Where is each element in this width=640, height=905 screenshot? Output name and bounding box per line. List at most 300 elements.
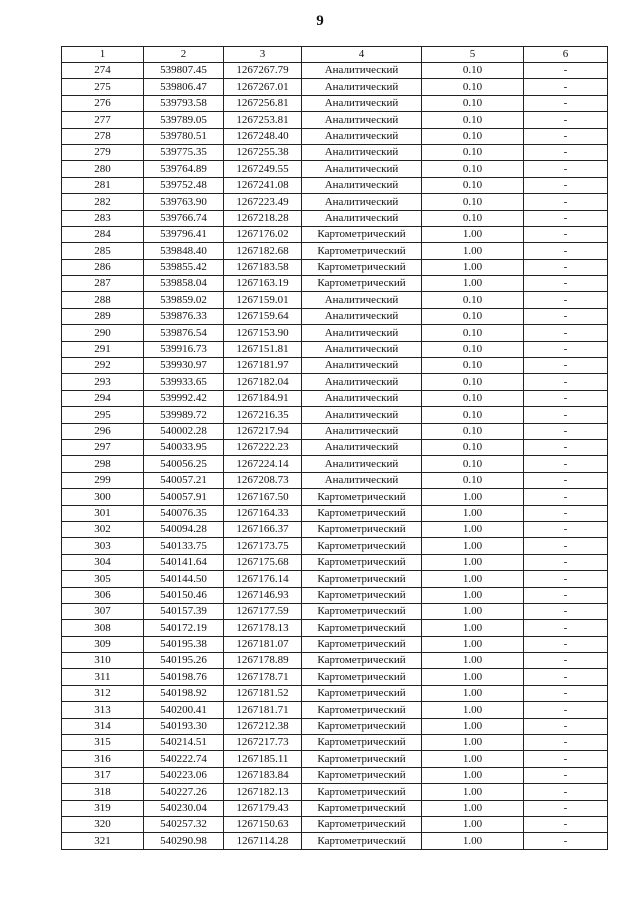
table-row <box>62 439 608 455</box>
description-cell: - <box>524 833 608 849</box>
point-number-cell: 294 <box>62 390 144 406</box>
column-header: 3 <box>224 47 302 63</box>
x-coordinate-cell: 539992.42 <box>144 390 224 406</box>
table-row <box>62 767 608 783</box>
accuracy-cell: 1.00 <box>422 800 524 816</box>
method-cell: Аналитический <box>302 161 422 177</box>
y-coordinate-cell: 1267183.58 <box>224 259 302 275</box>
x-coordinate-cell: 540157.39 <box>144 603 224 619</box>
point-number-cell: 292 <box>62 358 144 374</box>
table-row <box>62 210 608 226</box>
y-coordinate-cell: 1267175.68 <box>224 554 302 570</box>
point-number-cell: 274 <box>62 63 144 79</box>
accuracy-cell: 1.00 <box>422 669 524 685</box>
y-coordinate-cell: 1267179.43 <box>224 800 302 816</box>
table-row <box>62 325 608 341</box>
accuracy-cell: 1.00 <box>422 554 524 570</box>
accuracy-cell: 1.00 <box>422 259 524 275</box>
column-header: 1 <box>62 47 144 63</box>
x-coordinate-cell: 539859.02 <box>144 292 224 308</box>
table-row <box>62 718 608 734</box>
table-row <box>62 341 608 357</box>
y-coordinate-cell: 1267267.01 <box>224 79 302 95</box>
point-number-cell: 315 <box>62 735 144 751</box>
table-row <box>62 374 608 390</box>
table-row <box>62 95 608 111</box>
accuracy-cell: 1.00 <box>422 816 524 832</box>
table-row <box>62 538 608 554</box>
x-coordinate-cell: 539780.51 <box>144 128 224 144</box>
point-number-cell: 304 <box>62 554 144 570</box>
description-cell: - <box>524 390 608 406</box>
y-coordinate-cell: 1267218.28 <box>224 210 302 226</box>
method-cell: Картометрический <box>302 554 422 570</box>
method-cell: Аналитический <box>302 210 422 226</box>
accuracy-cell: 0.10 <box>422 308 524 324</box>
point-number-cell: 316 <box>62 751 144 767</box>
y-coordinate-cell: 1267253.81 <box>224 112 302 128</box>
x-coordinate-cell: 539789.05 <box>144 112 224 128</box>
accuracy-cell: 0.10 <box>422 79 524 95</box>
accuracy-cell: 1.00 <box>422 653 524 669</box>
y-coordinate-cell: 1267167.50 <box>224 489 302 505</box>
method-cell: Аналитический <box>302 112 422 128</box>
y-coordinate-cell: 1267114.28 <box>224 833 302 849</box>
x-coordinate-cell: 539796.41 <box>144 226 224 242</box>
table-row <box>62 423 608 439</box>
x-coordinate-cell: 540230.04 <box>144 800 224 816</box>
method-cell: Картометрический <box>302 521 422 537</box>
description-cell: - <box>524 325 608 341</box>
y-coordinate-cell: 1267249.55 <box>224 161 302 177</box>
accuracy-cell: 0.10 <box>422 95 524 111</box>
table-row <box>62 735 608 751</box>
table-row <box>62 800 608 816</box>
table-row <box>62 571 608 587</box>
description-cell: - <box>524 702 608 718</box>
method-cell: Аналитический <box>302 325 422 341</box>
y-coordinate-cell: 1267181.71 <box>224 702 302 718</box>
method-cell: Аналитический <box>302 79 422 95</box>
description-cell: - <box>524 554 608 570</box>
x-coordinate-cell: 539916.73 <box>144 341 224 357</box>
accuracy-cell: 0.10 <box>422 423 524 439</box>
y-coordinate-cell: 1267178.13 <box>224 620 302 636</box>
x-coordinate-cell: 539764.89 <box>144 161 224 177</box>
point-number-cell: 303 <box>62 538 144 554</box>
description-cell: - <box>524 407 608 423</box>
description-cell: - <box>524 128 608 144</box>
point-number-cell: 284 <box>62 226 144 242</box>
accuracy-cell: 0.10 <box>422 210 524 226</box>
point-number-cell: 313 <box>62 702 144 718</box>
method-cell: Аналитический <box>302 472 422 488</box>
x-coordinate-cell: 539806.47 <box>144 79 224 95</box>
y-coordinate-cell: 1267166.37 <box>224 521 302 537</box>
point-number-cell: 276 <box>62 95 144 111</box>
x-coordinate-cell: 539858.04 <box>144 276 224 292</box>
accuracy-cell: 0.10 <box>422 390 524 406</box>
column-header: 4 <box>302 47 422 63</box>
x-coordinate-cell: 540056.25 <box>144 456 224 472</box>
x-coordinate-cell: 540033.95 <box>144 439 224 455</box>
description-cell: - <box>524 685 608 701</box>
x-coordinate-cell: 540227.26 <box>144 784 224 800</box>
x-coordinate-cell: 539876.33 <box>144 308 224 324</box>
accuracy-cell: 1.00 <box>422 784 524 800</box>
accuracy-cell: 1.00 <box>422 833 524 849</box>
x-coordinate-cell: 540222.74 <box>144 751 224 767</box>
point-number-cell: 290 <box>62 325 144 341</box>
table-row <box>62 587 608 603</box>
method-cell: Картометрический <box>302 735 422 751</box>
point-number-cell: 309 <box>62 636 144 652</box>
table-row <box>62 243 608 259</box>
point-number-cell: 301 <box>62 505 144 521</box>
table-row <box>62 144 608 160</box>
accuracy-cell: 1.00 <box>422 620 524 636</box>
x-coordinate-cell: 539989.72 <box>144 407 224 423</box>
method-cell: Аналитический <box>302 177 422 193</box>
y-coordinate-cell: 1267176.14 <box>224 571 302 587</box>
method-cell: Аналитический <box>302 358 422 374</box>
x-coordinate-cell: 540193.30 <box>144 718 224 734</box>
y-coordinate-cell: 1267146.93 <box>224 587 302 603</box>
point-number-cell: 286 <box>62 259 144 275</box>
method-cell: Аналитический <box>302 439 422 455</box>
method-cell: Аналитический <box>302 128 422 144</box>
method-cell: Аналитический <box>302 292 422 308</box>
description-cell: - <box>524 505 608 521</box>
table-row <box>62 259 608 275</box>
description-cell: - <box>524 308 608 324</box>
accuracy-cell: 1.00 <box>422 243 524 259</box>
y-coordinate-cell: 1267153.90 <box>224 325 302 341</box>
y-coordinate-cell: 1267151.81 <box>224 341 302 357</box>
method-cell: Картометрический <box>302 784 422 800</box>
accuracy-cell: 1.00 <box>422 718 524 734</box>
y-coordinate-cell: 1267178.89 <box>224 653 302 669</box>
accuracy-cell: 1.00 <box>422 587 524 603</box>
method-cell: Аналитический <box>302 456 422 472</box>
table-header-row <box>62 47 608 63</box>
y-coordinate-cell: 1267256.81 <box>224 95 302 111</box>
description-cell: - <box>524 767 608 783</box>
y-coordinate-cell: 1267222.23 <box>224 439 302 455</box>
table-row <box>62 292 608 308</box>
method-cell: Аналитический <box>302 374 422 390</box>
description-cell: - <box>524 63 608 79</box>
y-coordinate-cell: 1267255.38 <box>224 144 302 160</box>
description-cell: - <box>524 243 608 259</box>
table-row <box>62 751 608 767</box>
method-cell: Картометрический <box>302 538 422 554</box>
column-header: 2 <box>144 47 224 63</box>
description-cell: - <box>524 751 608 767</box>
method-cell: Картометрический <box>302 800 422 816</box>
description-cell: - <box>524 423 608 439</box>
accuracy-cell: 0.10 <box>422 407 524 423</box>
point-number-cell: 285 <box>62 243 144 259</box>
point-number-cell: 278 <box>62 128 144 144</box>
x-coordinate-cell: 540144.50 <box>144 571 224 587</box>
point-number-cell: 293 <box>62 374 144 390</box>
x-coordinate-cell: 539848.40 <box>144 243 224 259</box>
y-coordinate-cell: 1267178.71 <box>224 669 302 685</box>
description-cell: - <box>524 144 608 160</box>
description-cell: - <box>524 521 608 537</box>
y-coordinate-cell: 1267208.73 <box>224 472 302 488</box>
y-coordinate-cell: 1267159.01 <box>224 292 302 308</box>
y-coordinate-cell: 1267185.11 <box>224 751 302 767</box>
method-cell: Картометрический <box>302 571 422 587</box>
description-cell: - <box>524 636 608 652</box>
y-coordinate-cell: 1267181.52 <box>224 685 302 701</box>
table-row <box>62 276 608 292</box>
x-coordinate-cell: 540195.26 <box>144 653 224 669</box>
x-coordinate-cell: 540223.06 <box>144 767 224 783</box>
y-coordinate-cell: 1267181.07 <box>224 636 302 652</box>
y-coordinate-cell: 1267267.79 <box>224 63 302 79</box>
x-coordinate-cell: 539933.65 <box>144 374 224 390</box>
x-coordinate-cell: 540076.35 <box>144 505 224 521</box>
table-row <box>62 505 608 521</box>
accuracy-cell: 0.10 <box>422 439 524 455</box>
point-number-cell: 307 <box>62 603 144 619</box>
point-number-cell: 287 <box>62 276 144 292</box>
table-row <box>62 685 608 701</box>
table-row <box>62 521 608 537</box>
page-number: 9 <box>316 13 324 29</box>
y-coordinate-cell: 1267223.49 <box>224 194 302 210</box>
accuracy-cell: 1.00 <box>422 603 524 619</box>
accuracy-cell: 0.10 <box>422 194 524 210</box>
point-number-cell: 306 <box>62 587 144 603</box>
point-number-cell: 275 <box>62 79 144 95</box>
accuracy-cell: 0.10 <box>422 358 524 374</box>
method-cell: Картометрический <box>302 669 422 685</box>
y-coordinate-cell: 1267150.63 <box>224 816 302 832</box>
description-cell: - <box>524 95 608 111</box>
table-row <box>62 308 608 324</box>
y-coordinate-cell: 1267164.33 <box>224 505 302 521</box>
x-coordinate-cell: 540172.19 <box>144 620 224 636</box>
x-coordinate-cell: 540057.91 <box>144 489 224 505</box>
point-number-cell: 305 <box>62 571 144 587</box>
y-coordinate-cell: 1267217.94 <box>224 423 302 439</box>
point-number-cell: 311 <box>62 669 144 685</box>
description-cell: - <box>524 456 608 472</box>
table-row <box>62 358 608 374</box>
point-number-cell: 295 <box>62 407 144 423</box>
method-cell: Картометрический <box>302 259 422 275</box>
accuracy-cell: 0.10 <box>422 374 524 390</box>
accuracy-cell: 1.00 <box>422 489 524 505</box>
y-coordinate-cell: 1267181.97 <box>224 358 302 374</box>
accuracy-cell: 1.00 <box>422 226 524 242</box>
point-number-cell: 317 <box>62 767 144 783</box>
accuracy-cell: 1.00 <box>422 685 524 701</box>
description-cell: - <box>524 79 608 95</box>
point-number-cell: 297 <box>62 439 144 455</box>
method-cell: Картометрический <box>302 718 422 734</box>
description-cell: - <box>524 653 608 669</box>
x-coordinate-cell: 540002.28 <box>144 423 224 439</box>
method-cell: Аналитический <box>302 63 422 79</box>
table-row <box>62 472 608 488</box>
point-number-cell: 282 <box>62 194 144 210</box>
description-cell: - <box>524 210 608 226</box>
method-cell: Картометрический <box>302 505 422 521</box>
table-row <box>62 194 608 210</box>
description-cell: - <box>524 784 608 800</box>
accuracy-cell: 0.10 <box>422 112 524 128</box>
method-cell: Картометрический <box>302 636 422 652</box>
column-header: 6 <box>524 47 608 63</box>
accuracy-cell: 0.10 <box>422 177 524 193</box>
y-coordinate-cell: 1267248.40 <box>224 128 302 144</box>
point-number-cell: 312 <box>62 685 144 701</box>
point-number-cell: 314 <box>62 718 144 734</box>
method-cell: Картометрический <box>302 702 422 718</box>
accuracy-cell: 0.10 <box>422 63 524 79</box>
method-cell: Картометрический <box>302 226 422 242</box>
point-number-cell: 299 <box>62 472 144 488</box>
table-row <box>62 653 608 669</box>
y-coordinate-cell: 1267183.84 <box>224 767 302 783</box>
y-coordinate-cell: 1267217.73 <box>224 735 302 751</box>
point-number-cell: 288 <box>62 292 144 308</box>
x-coordinate-cell: 540198.76 <box>144 669 224 685</box>
point-number-cell: 281 <box>62 177 144 193</box>
x-coordinate-cell: 540057.21 <box>144 472 224 488</box>
table-row <box>62 554 608 570</box>
table-row <box>62 226 608 242</box>
method-cell: Картометрический <box>302 603 422 619</box>
method-cell: Аналитический <box>302 341 422 357</box>
x-coordinate-cell: 540141.64 <box>144 554 224 570</box>
point-number-cell: 318 <box>62 784 144 800</box>
method-cell: Картометрический <box>302 653 422 669</box>
x-coordinate-cell: 539775.35 <box>144 144 224 160</box>
accuracy-cell: 1.00 <box>422 636 524 652</box>
x-coordinate-cell: 540200.41 <box>144 702 224 718</box>
table-row <box>62 63 608 79</box>
description-cell: - <box>524 439 608 455</box>
accuracy-cell: 1.00 <box>422 767 524 783</box>
description-cell: - <box>524 472 608 488</box>
table-row <box>62 620 608 636</box>
table-row <box>62 833 608 849</box>
description-cell: - <box>524 292 608 308</box>
table-row <box>62 489 608 505</box>
method-cell: Картометрический <box>302 751 422 767</box>
y-coordinate-cell: 1267216.35 <box>224 407 302 423</box>
x-coordinate-cell: 539763.90 <box>144 194 224 210</box>
method-cell: Аналитический <box>302 423 422 439</box>
description-cell: - <box>524 226 608 242</box>
accuracy-cell: 1.00 <box>422 702 524 718</box>
table-row <box>62 702 608 718</box>
description-cell: - <box>524 816 608 832</box>
y-coordinate-cell: 1267177.59 <box>224 603 302 619</box>
table-row <box>62 79 608 95</box>
description-cell: - <box>524 718 608 734</box>
x-coordinate-cell: 540257.32 <box>144 816 224 832</box>
description-cell: - <box>524 735 608 751</box>
x-coordinate-cell: 539793.58 <box>144 95 224 111</box>
description-cell: - <box>524 194 608 210</box>
accuracy-cell: 1.00 <box>422 571 524 587</box>
point-number-cell: 319 <box>62 800 144 816</box>
point-number-cell: 280 <box>62 161 144 177</box>
table-row <box>62 128 608 144</box>
method-cell: Аналитический <box>302 95 422 111</box>
table-row <box>62 390 608 406</box>
y-coordinate-cell: 1267224.14 <box>224 456 302 472</box>
accuracy-cell: 1.00 <box>422 505 524 521</box>
method-cell: Картометрический <box>302 489 422 505</box>
accuracy-cell: 1.00 <box>422 751 524 767</box>
method-cell: Картометрический <box>302 833 422 849</box>
y-coordinate-cell: 1267184.91 <box>224 390 302 406</box>
point-number-cell: 291 <box>62 341 144 357</box>
accuracy-cell: 0.10 <box>422 128 524 144</box>
y-coordinate-cell: 1267159.64 <box>224 308 302 324</box>
description-cell: - <box>524 161 608 177</box>
accuracy-cell: 0.10 <box>422 341 524 357</box>
description-cell: - <box>524 620 608 636</box>
table-row <box>62 112 608 128</box>
x-coordinate-cell: 540198.92 <box>144 685 224 701</box>
description-cell: - <box>524 358 608 374</box>
description-cell: - <box>524 276 608 292</box>
table-row <box>62 784 608 800</box>
description-cell: - <box>524 603 608 619</box>
table-body <box>62 63 608 850</box>
x-coordinate-cell: 540195.38 <box>144 636 224 652</box>
x-coordinate-cell: 539807.45 <box>144 63 224 79</box>
method-cell: Аналитический <box>302 308 422 324</box>
accuracy-cell: 1.00 <box>422 521 524 537</box>
method-cell: Картометрический <box>302 767 422 783</box>
y-coordinate-cell: 1267241.08 <box>224 177 302 193</box>
point-number-cell: 279 <box>62 144 144 160</box>
table-row <box>62 669 608 685</box>
point-number-cell: 296 <box>62 423 144 439</box>
y-coordinate-cell: 1267182.68 <box>224 243 302 259</box>
accuracy-cell: 0.10 <box>422 292 524 308</box>
accuracy-cell: 1.00 <box>422 276 524 292</box>
y-coordinate-cell: 1267176.02 <box>224 226 302 242</box>
point-number-cell: 277 <box>62 112 144 128</box>
table-row <box>62 456 608 472</box>
description-cell: - <box>524 112 608 128</box>
y-coordinate-cell: 1267182.04 <box>224 374 302 390</box>
point-number-cell: 289 <box>62 308 144 324</box>
accuracy-cell: 0.10 <box>422 161 524 177</box>
x-coordinate-cell: 540150.46 <box>144 587 224 603</box>
table-row <box>62 161 608 177</box>
accuracy-cell: 1.00 <box>422 538 524 554</box>
method-cell: Картометрический <box>302 276 422 292</box>
accuracy-cell: 0.10 <box>422 472 524 488</box>
table-row <box>62 816 608 832</box>
x-coordinate-cell: 539855.42 <box>144 259 224 275</box>
point-number-cell: 321 <box>62 833 144 849</box>
coordinates-table <box>61 46 608 850</box>
description-cell: - <box>524 571 608 587</box>
